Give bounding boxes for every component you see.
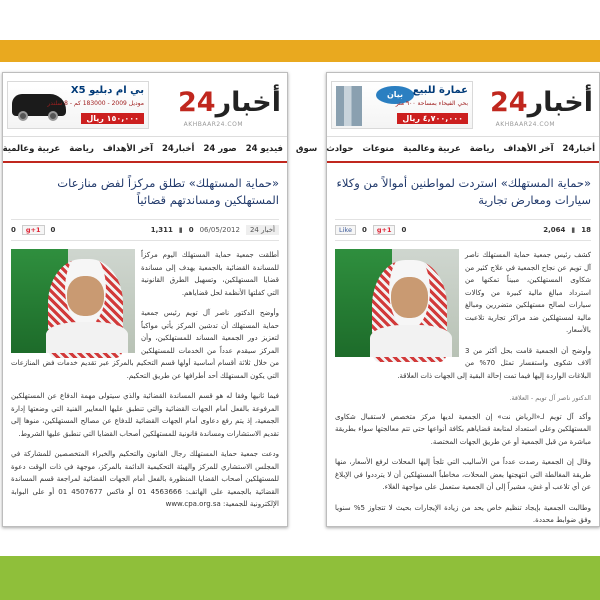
facebook-like-button[interactable]: Like	[335, 225, 356, 235]
ad-brand-badge: بيان	[376, 86, 414, 104]
article-number: 18	[581, 226, 591, 234]
plus-count: 0	[50, 226, 56, 234]
building-image	[336, 86, 362, 126]
nav-item[interactable]: صور 24	[203, 144, 237, 154]
site-header	[327, 73, 599, 137]
portrait-robe	[370, 325, 452, 357]
ad-price: ٤,٧٠٠,٠٠٠ ريال	[397, 113, 468, 124]
view-count: 1,311	[150, 226, 173, 234]
article-paragraph: ودعت جمعية حماية المستهلك رجال القانون والتحكيم والخبراء المتخصصين للمشاركة في المجلس الاستشاري للمركز والهيئة التحكيمية الدائمة بالمركز، موجهة في ذات الوقت دعوة للمستهلكين أصحاب القضايا المنظورة بالفعل أمام الجهات القضائية لمراجعة قسم المساندة القضائية بالجمعية على الهاتف: 4563666 01 أو فاكس 4507677 01 أو على البوابة الإلكترونية للجمعية: www.cpa.org.sa	[11, 450, 280, 508]
view-icon: ▮	[178, 226, 183, 234]
article-paragraph: وطالبت الجمعية بإيجاد تنظيم خاص يحد من زيادة الإيجارات بحيث لا تتجاوز 5% سنويا وفق ضوابط محددة.	[335, 503, 591, 524]
article-photo	[11, 249, 135, 353]
article-title: «حماية المستهلك» تطلق مركزاً لفض منازعات المستهلكين ومساندتهم قضائياً	[57, 176, 279, 207]
ad-subtitle: بحي الفيحاء بمساحة ٩٠٠ متر	[395, 100, 468, 107]
google-plus-button[interactable]: g+1	[373, 225, 396, 235]
site-logo[interactable]	[178, 89, 281, 116]
property-ad-banner[interactable]	[331, 81, 473, 129]
top-orange-band	[0, 40, 600, 62]
car-wheel-icon	[48, 111, 58, 121]
site-header	[3, 73, 287, 137]
ad-subtitle: موديل 2009 - 183000 كم - 8 سلندر	[47, 100, 144, 107]
article-meta-bar	[11, 219, 279, 241]
nav-item[interactable]: رياضة	[69, 144, 94, 154]
article-body	[327, 241, 599, 543]
plus-count: 0	[401, 226, 407, 234]
article-photo	[335, 249, 459, 357]
portrait-face	[391, 277, 428, 318]
portrait-face	[67, 276, 104, 316]
article-title: «حماية المستهلك» استردت لمواطنين أموالاً من وكلاء سيارات ومعارض تجارية	[336, 176, 591, 207]
logo-text: أخبار	[215, 87, 281, 118]
view-icon: ▮	[571, 226, 576, 234]
nav-item[interactable]: آخر الأهداف	[503, 144, 554, 154]
view-count: 2,064	[543, 226, 566, 234]
nav-item[interactable]: رياضة	[469, 144, 495, 154]
like-count: 0	[361, 226, 367, 234]
nav-item[interactable]: عربية وعالمية	[403, 144, 461, 154]
article-meta-bar	[335, 219, 591, 241]
ad-title: عمارة للبيع	[412, 85, 468, 96]
site-logo[interactable]	[490, 89, 593, 116]
nav-item[interactable]: سوق	[295, 144, 318, 154]
article-paragraph: أطلقت جمعية حماية المستهلك اليوم مركزاً للمساندة القضائية بالجمعية يهدف إلى مساندة قضايا المستهلكين، وتسهيل الطرق القانونية التي كفلتها الأنظمة لحل قضاياهم.	[141, 251, 279, 297]
article-body	[3, 241, 287, 527]
car-ad-banner[interactable]	[7, 81, 149, 129]
nav-item[interactable]: منوعات	[362, 144, 395, 154]
logo-domain: AKHBAAR24.COM	[495, 121, 555, 128]
like-count: 0	[11, 226, 16, 234]
logo-domain: AKHBAAR24.COM	[183, 121, 243, 128]
nav-item[interactable]: فيديو 24	[245, 144, 283, 154]
nav-item[interactable]: أخبار24	[562, 144, 595, 154]
nav-item[interactable]: آخر الأهداف	[102, 144, 154, 154]
article-paragraph: فيما ثانيها وفقا له هو قسم المساندة القضائية والذي سيتولى مهمة الدفاع عن المستهلكين المرفوعة بالفعل أمام الجهات القضائية والتي تنطبق عليها المعايير الفنية التي وضعتها إدارة الجمعية، إذ يتم رفع دعاوى أمام الجهات القضائية للدفاع عن مصالح المستهلكين، منوها إلى تقديم الاستشارات ومساندة قانونية للمستهلكين أصحاب القضايا التي تنطبق عليها الشروط.	[11, 392, 279, 438]
google-plus-button[interactable]: g+1	[22, 225, 45, 235]
nav-item[interactable]: حوادث	[326, 144, 354, 154]
main-nav	[295, 137, 599, 163]
article-source: أخبار 24	[246, 225, 279, 235]
right-article-screenshot	[295, 72, 600, 527]
article-paragraph: كشف رئيس جمعية حماية المستهلك ناصر آل تويم عن نجاح الجمعية في علاج كثير من شكاوى المستهلكين، مبيناً تمكنها من استرداد مبالغ مالية كبيرة من وكالات سيارات لصالح مستهلكين متضررين ومبالغ مالية لمستهلكين ضد مراكز تجارية تلاعبت بالأسعار.	[465, 251, 591, 334]
logo-number: 24	[490, 87, 528, 118]
ad-title: بي ام دبليو X5	[70, 85, 144, 96]
portrait-robe	[46, 322, 128, 353]
bottom-green-band	[0, 556, 600, 600]
photo-caption: الدكتور ناصر آل تويم - العلاقة.	[509, 394, 591, 402]
article-date: 06/05/2012	[199, 226, 240, 234]
nav-item[interactable]: أخبار24	[162, 144, 195, 154]
comment-count: 0	[188, 226, 194, 234]
article-paragraph: وأوضح الدكتور ناصر آل تويم رئيس جمعية حماية المستهلك أن تدشين المركز يأتي مواكباً لتعزيز دور الجمعية المساند للمستهلكين، وأن المركز سيقدم عدداً من الخدمات للمستهلكين من خلال ثلاثة أقسام أساسية أولها قسم التحكيم بالمركز عبر تقديم خدمات فض المنازعات التي يكون المستهلك أحد أطرافها عن طريق التحكيم.	[11, 309, 279, 380]
logo-text: أخبار	[527, 87, 593, 118]
ad-price: ١٥٠,٠٠٠ ريال	[81, 113, 144, 124]
article-paragraph: وأوضح أن الجمعية قامت بحل أكثر من 3 آلاف شكوى واستفسار تمثل 70% من البلاغات الواردة إليها فيما تمت إحالة البقية إلى الجهات ذات العلاقة.	[397, 346, 591, 380]
logo-number: 24	[178, 87, 216, 118]
article-paragraph: وأكد آل تويم لـ«الرياض نت» إن الجمعية لديها مركز متخصص لاستقبال شكاوى المستهلكين وعلى استعداد لمتابعة قضاياهم بكافة أنواعها حتى تتم معالجتها سواء بطريقة مباشرة من قبل الجمعية أو عن طريق الجهات المختصة.	[335, 412, 591, 446]
nav-item[interactable]: عربية وعالمية	[2, 144, 61, 154]
main-nav	[3, 137, 287, 163]
article-paragraph: وقال إن الجمعية رصدت عدداً من الأساليب التي تلجأ إليها المحلات لرفع الأسعار، منها طريقة المغالطة التي انتهجتها بعض المحلات، مخاطباً المستهلكين أن لا يترددوا في الإبلاغ عن أي تلاعب أو غش، مشيراً إلى أن الجمعية ستعمل على مواجهة الغلاء.	[335, 458, 591, 491]
car-wheel-icon	[18, 111, 28, 121]
left-article-screenshot	[2, 72, 288, 527]
